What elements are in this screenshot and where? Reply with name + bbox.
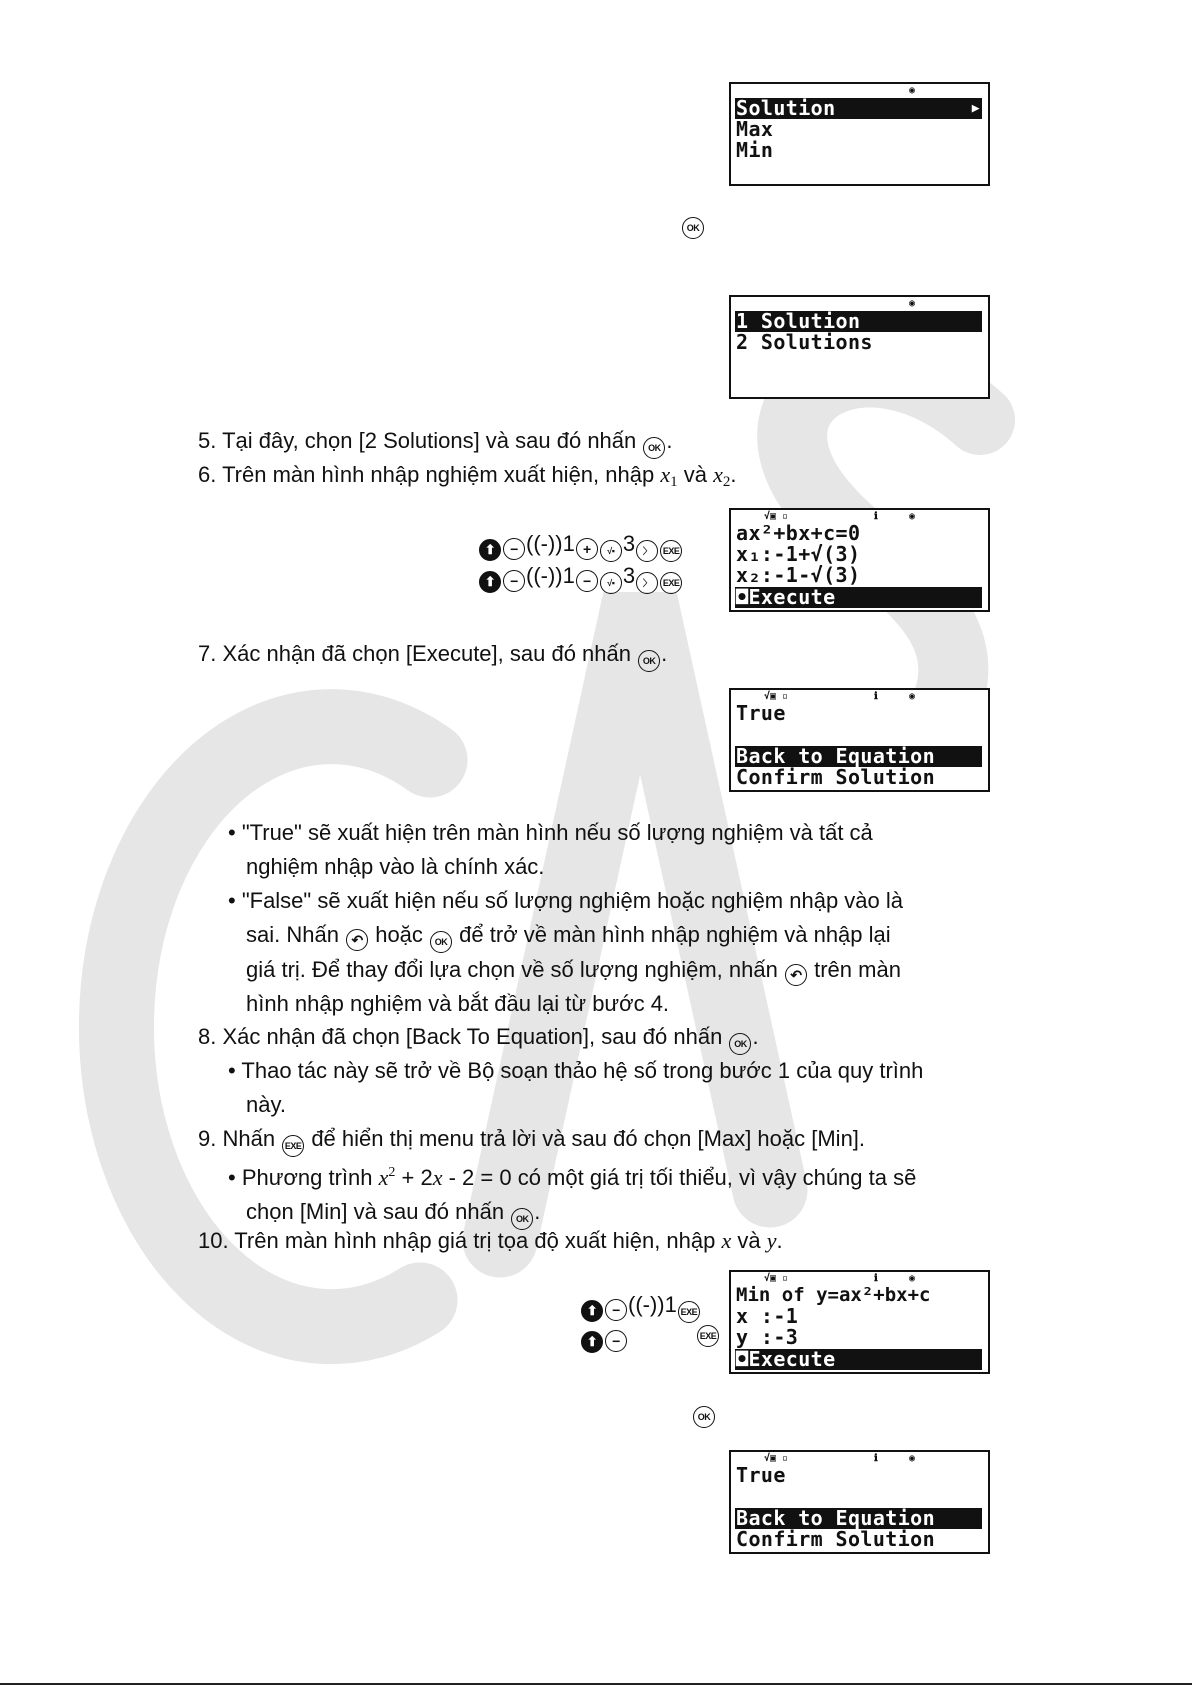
sqrt-math-indicator-icon: √▣ ▫ bbox=[764, 1273, 789, 1284]
ok-key-icon: OK bbox=[693, 1406, 715, 1428]
sqrt-key-icon: √▪ bbox=[600, 540, 622, 562]
sqrt-key-icon: √▪ bbox=[600, 572, 622, 594]
screen-line-back-to-equation[interactable]: Back to Equation bbox=[735, 746, 982, 767]
shift-key-icon: ⬆ bbox=[581, 1300, 603, 1322]
step-9: 9. Nhấn EXE để hiển thị menu trả lời và sau đó chọn [Max] hoặc [Min]. bbox=[198, 1122, 865, 1157]
info-indicator-icon: ℹ bbox=[874, 691, 878, 702]
shift-key-icon: ⬆ bbox=[479, 539, 501, 561]
screen-line-2-solutions[interactable]: 2 Solutions bbox=[736, 332, 873, 353]
screen-line-execute[interactable]: ◘Execute bbox=[735, 587, 982, 608]
calculator-screen-result-true bbox=[729, 688, 990, 792]
status-indicator-icon: ◉ bbox=[909, 691, 916, 702]
minus-key-icon: − bbox=[576, 570, 598, 592]
status-indicator-icon: ◉ bbox=[909, 1273, 916, 1284]
key-sequence-x-value: ⬆ − ((-))1 EXE bbox=[580, 1291, 701, 1323]
screen-line-min[interactable]: Min bbox=[736, 140, 774, 161]
screen-line-confirm-solution[interactable]: Confirm Solution bbox=[736, 767, 936, 788]
ok-key-icon: OK bbox=[729, 1033, 751, 1055]
screen-line-y[interactable]: y :-3 bbox=[736, 1327, 799, 1348]
ok-key-icon: OK bbox=[638, 650, 660, 672]
screen-line-solution[interactable]: Solution ▶ bbox=[736, 98, 980, 119]
calculator-screen-menu bbox=[729, 82, 990, 186]
sqrt-math-indicator-icon: √▣ ▫ bbox=[764, 511, 789, 522]
exe-key-icon: EXE bbox=[697, 1325, 719, 1347]
minus-key-icon: − bbox=[503, 570, 525, 592]
info-indicator-icon: ℹ bbox=[874, 1273, 878, 1284]
calculator-screen-result-true-2 bbox=[729, 1450, 990, 1554]
bullet-return-editor: • Thao tác này sẽ trở về Bộ soạn thảo hệ số trong bước 1 của quy trình này. bbox=[228, 1058, 924, 1117]
exe-key-icon: EXE bbox=[660, 540, 682, 562]
status-indicator-icon: ◉ bbox=[909, 298, 916, 309]
right-arrow-key-icon: 〉 bbox=[636, 540, 658, 562]
status-indicator-icon: ◉ bbox=[909, 1453, 916, 1464]
info-indicator-icon: ℹ bbox=[874, 511, 878, 522]
step-8: 8. Xác nhận đã chọn [Back To Equation], sau đó nhấn OK . bbox=[198, 1020, 759, 1055]
screen-line-x[interactable]: x :-1 bbox=[736, 1306, 799, 1327]
exe-key-icon: EXE bbox=[678, 1301, 700, 1323]
screen-line-x2[interactable]: x₂:-1-√(3) bbox=[736, 565, 861, 586]
calculator-screen-coordinate-input bbox=[729, 1270, 990, 1374]
screen-line-min-of: Min of y=ax²+bx+c bbox=[736, 1285, 931, 1306]
screen-line-execute[interactable]: ◘Execute bbox=[735, 1349, 982, 1370]
screen-line-back-to-equation[interactable]: Back to Equation bbox=[735, 1508, 982, 1529]
right-arrow-key-icon: 〉 bbox=[636, 572, 658, 594]
screen-line-equation: ax²+bx+c=0 bbox=[736, 523, 861, 544]
calculator-screen-solution-input bbox=[729, 508, 990, 612]
key-sequence-x2: ⬆ − ((-))1 − √▪ 3 〉 EXE bbox=[478, 562, 683, 594]
step-6: 6. Trên màn hình nhập nghiệm xuất hiện, nhập $x_1$ và $x_2$. bbox=[198, 462, 737, 490]
ok-key-icon: OK bbox=[511, 1208, 533, 1230]
step-10: 10. Trên màn hình nhập giá trị tọa độ xuất hiện, nhập x và y. bbox=[198, 1228, 783, 1253]
step-5: 5. Tại đây, chọn [2 Solutions] và sau đó nhấn OK . bbox=[198, 424, 673, 459]
back-key-icon: ↶ bbox=[346, 929, 368, 951]
step-7: 7. Xác nhận đã chọn [Execute], sau đó nhấn OK . bbox=[198, 637, 667, 672]
ok-key-icon: OK bbox=[643, 437, 665, 459]
exe-key-icon: EXE bbox=[282, 1135, 304, 1157]
screen-line-max[interactable]: Max bbox=[736, 119, 774, 140]
plus-key-icon: + bbox=[576, 538, 598, 560]
bullet-false: • "False" sẽ xuất hiện nếu số lượng nghiệm hoặc nghiệm nhập vào là sai. Nhấn ↶ hoặc OK để trở về màn hình nhập nghiệm và nhập lại giá trị. Để thay đổi lựa chọn về số lượng nghiệm, nhấn ↶ trên màn hình nhập nghiệm và bắt đầu lại từ bước 4. bbox=[228, 888, 903, 1016]
arrow-right-icon: ▶ bbox=[971, 101, 980, 116]
bullet-true: • "True" sẽ xuất hiện trên màn hình nếu số lượng nghiệm và tất cả nghiệm nhập vào là chính xác. bbox=[228, 820, 873, 879]
sqrt-math-indicator-icon: √▣ ▫ bbox=[764, 1453, 789, 1464]
status-indicator-icon: ◉ bbox=[909, 511, 916, 522]
screen-line-true: True bbox=[736, 1465, 786, 1486]
key-sequence-x1: ⬆ − ((-))1 + √▪ 3 〉 EXE bbox=[478, 530, 683, 562]
key-sequence-y-value bbox=[580, 1322, 628, 1353]
screen-line-true: True bbox=[736, 703, 786, 724]
exe-key-icon: EXE bbox=[660, 572, 682, 594]
shift-key-icon: ⬆ bbox=[581, 1331, 603, 1353]
screen-line-confirm-solution[interactable]: Confirm Solution bbox=[736, 1529, 936, 1550]
bullet-min-choice: • Phương trình $x^2 + 2x - 2 = 0$ có một giá trị tối thiểu, vì vậy chúng ta sẽ chọn [Min] và sau đó nhấn OK . bbox=[228, 1156, 916, 1230]
minus-key-icon: − bbox=[605, 1299, 627, 1321]
screen-line-x1[interactable]: x₁:-1+√(3) bbox=[736, 544, 861, 565]
calculator-screen-solutions bbox=[729, 295, 990, 399]
screen-line-1-solution[interactable]: 1 Solution bbox=[735, 311, 982, 332]
sqrt-math-indicator-icon: √▣ ▫ bbox=[764, 691, 789, 702]
ok-key-icon: OK bbox=[682, 217, 704, 239]
minus-key-icon: − bbox=[605, 1330, 627, 1352]
shift-key-icon: ⬆ bbox=[479, 571, 501, 593]
minus-key-icon: − bbox=[503, 538, 525, 560]
ok-key-icon: OK bbox=[430, 931, 452, 953]
status-indicator-icon: ◉ bbox=[909, 85, 916, 96]
info-indicator-icon: ℹ bbox=[874, 1453, 878, 1464]
back-key-icon: ↶ bbox=[785, 964, 807, 986]
